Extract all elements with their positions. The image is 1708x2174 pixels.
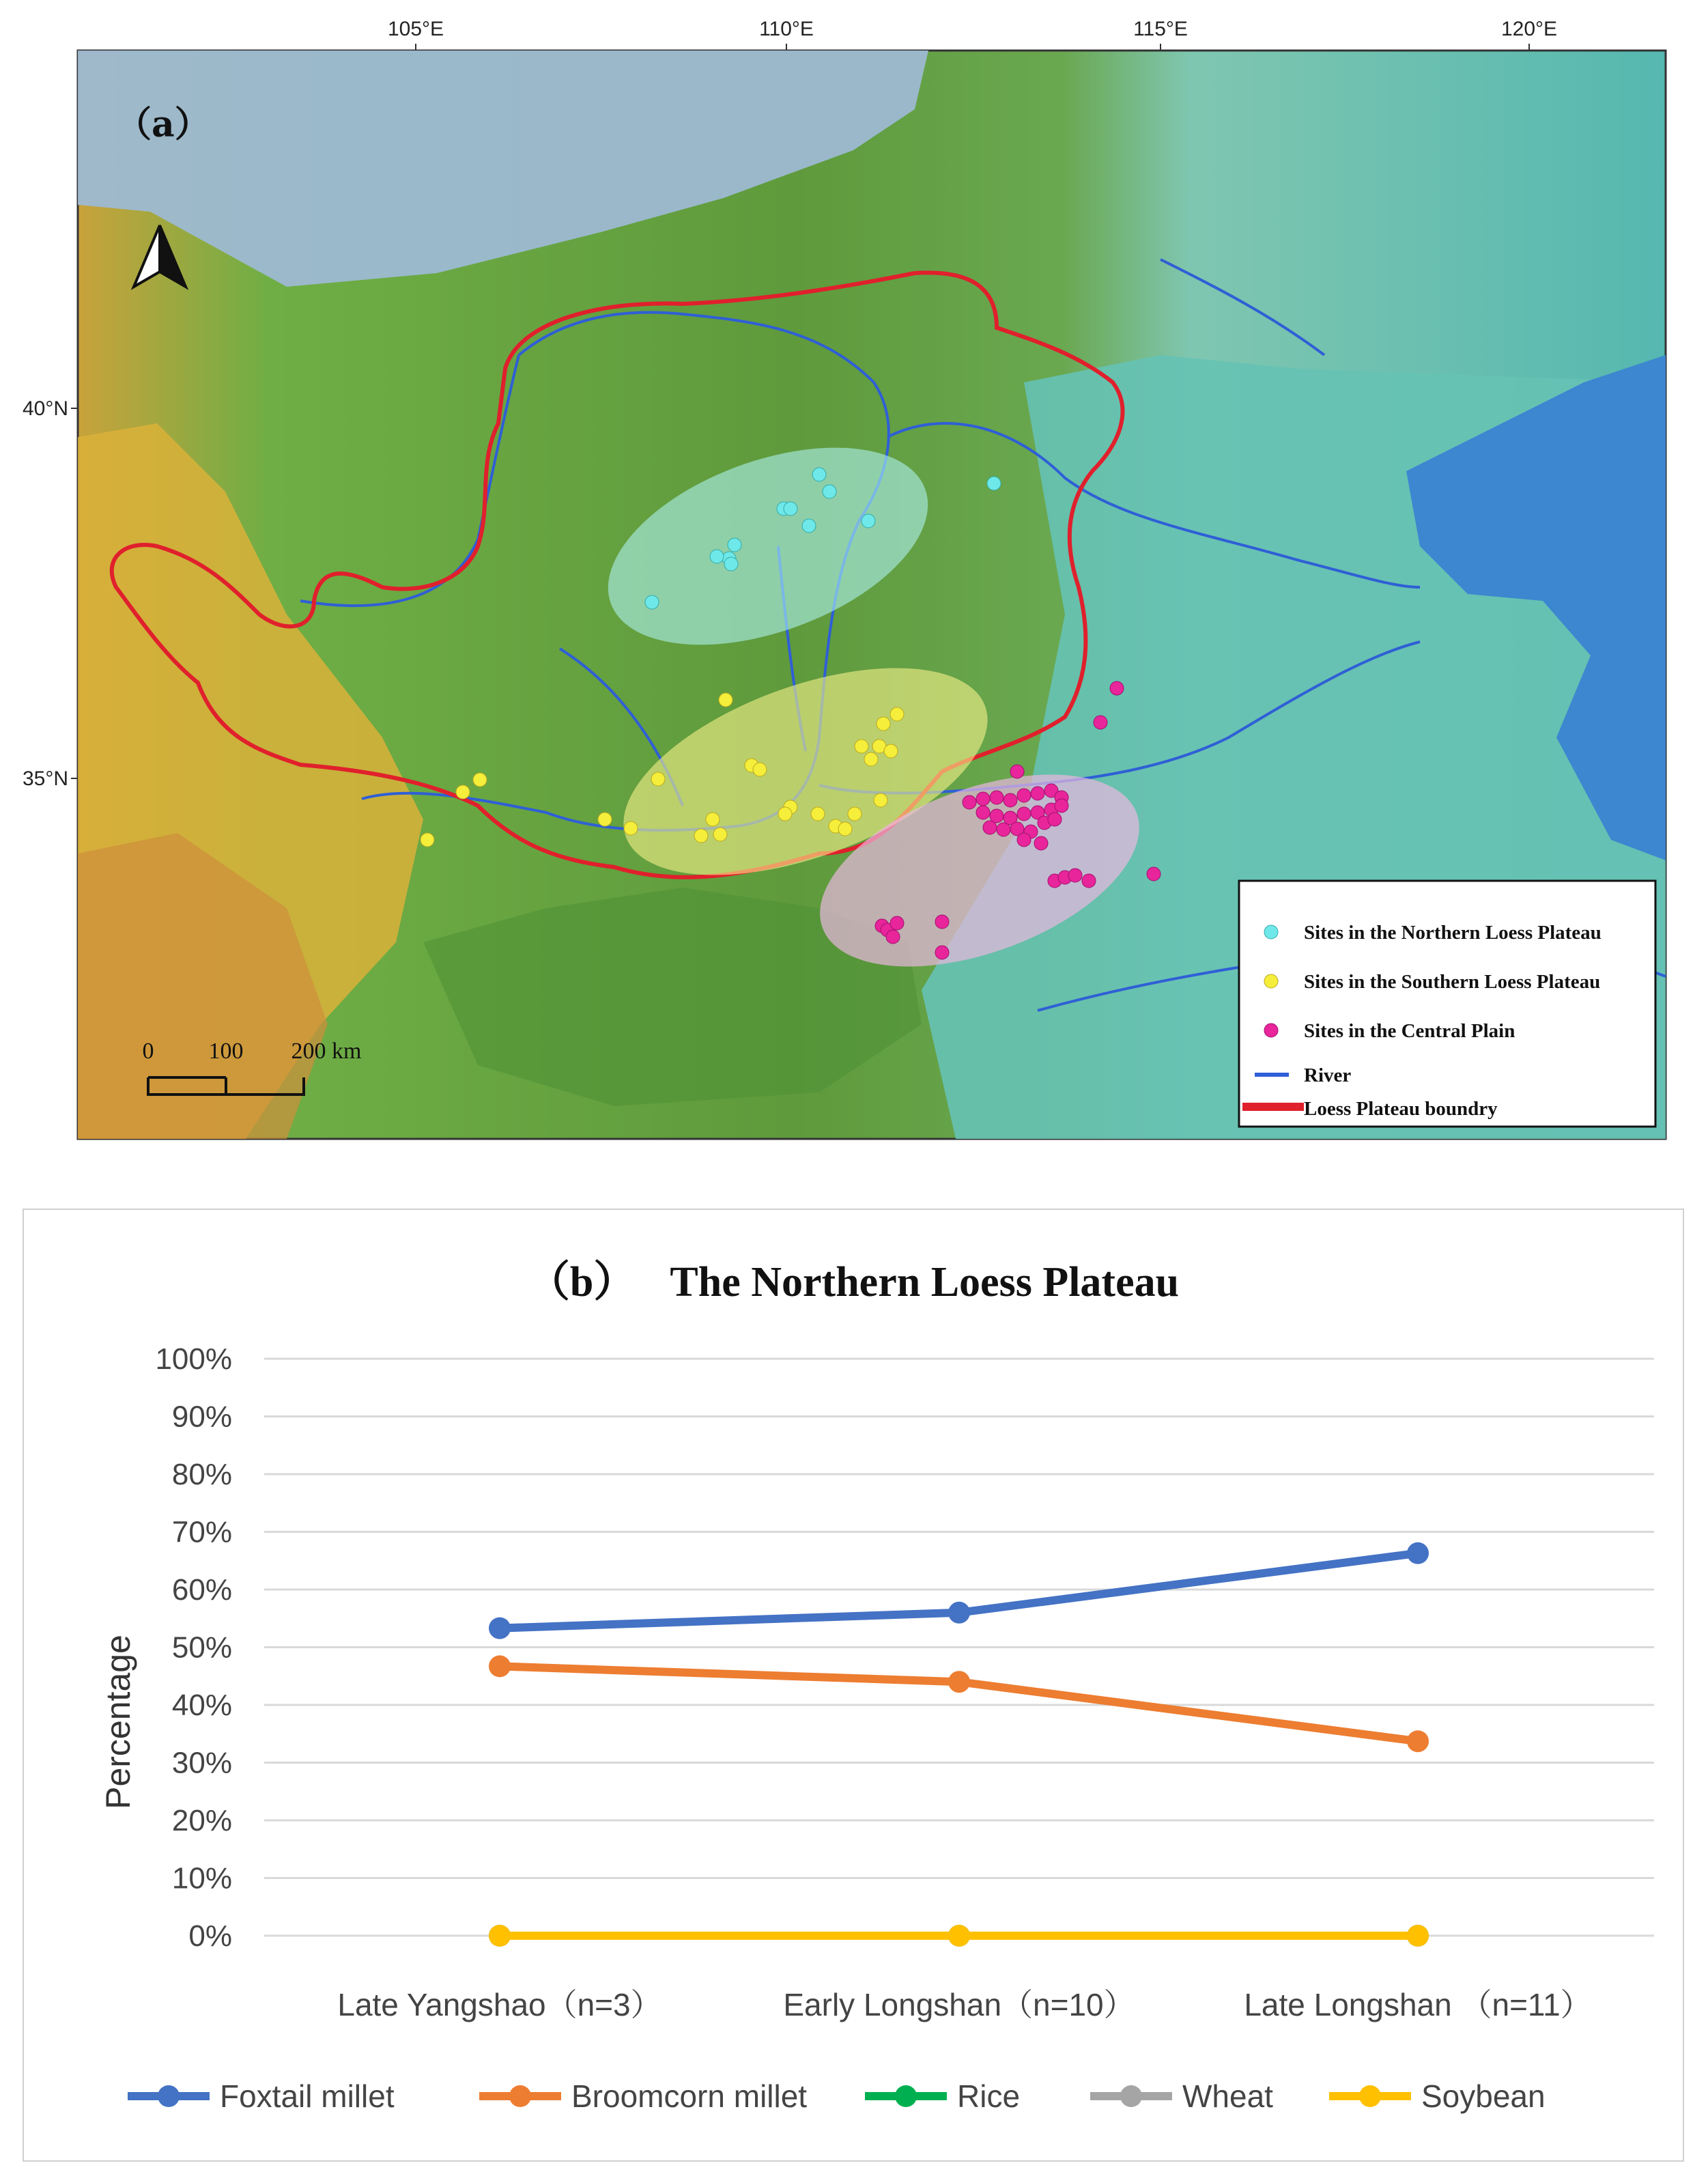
- y-tick-label: 100%: [155, 1342, 232, 1376]
- chart-panel: [23, 1209, 1684, 2162]
- x-category-label: Early Longshan（n=10）: [783, 1987, 1135, 2022]
- lon-tick-120: 120°E: [1500, 18, 1558, 40]
- legend-item: [1090, 2078, 1273, 2114]
- chart-legend: [128, 2078, 1546, 2114]
- legend-swatch-marker: [1359, 2085, 1381, 2107]
- legend-southern-sites: Sites in the Southern Loess Plateau: [1304, 971, 1601, 993]
- x-category-label: Late Longshan （n=11）: [1244, 1987, 1592, 2022]
- y-tick-label: 90%: [171, 1400, 232, 1434]
- lon-tick-105: 105°E: [387, 18, 444, 40]
- legend-swatch-marker: [895, 2085, 917, 2107]
- lat-tick-40: 40°N: [22, 397, 68, 420]
- y-tick-label: 50%: [171, 1630, 232, 1665]
- legend-label: Soybean: [1421, 2078, 1546, 2114]
- y-tick-label: 10%: [171, 1861, 232, 1895]
- legend-label: Foxtail millet: [220, 2078, 395, 2114]
- legend-northern-sites: Sites in the Northern Loess Plateau: [1304, 922, 1602, 944]
- legend-boundary: Loess Plateau boundry: [1304, 1098, 1498, 1120]
- legend-central-sites: Sites in the Central Plain: [1304, 1020, 1515, 1042]
- data-point: [948, 1671, 970, 1693]
- y-tick-label: 60%: [171, 1573, 232, 1607]
- chart-panel-label: （b）: [527, 1259, 636, 1305]
- series-foxtail-millet: [489, 1542, 1429, 1639]
- legend-item: [1329, 2078, 1546, 2114]
- map-legend: [1239, 881, 1655, 1127]
- data-point: [1407, 1730, 1429, 1752]
- lon-tick-115: 115°E: [1133, 18, 1188, 40]
- data-point: [948, 1925, 970, 1947]
- data-point: [1407, 1542, 1429, 1564]
- scale-label-200: 200 km: [291, 1039, 362, 1064]
- y-tick-label: 20%: [171, 1804, 232, 1837]
- data-point: [948, 1602, 970, 1624]
- map-panel-label: （a）: [116, 104, 210, 145]
- legend-river: River: [1304, 1064, 1352, 1086]
- legend-swatch-marker: [509, 2085, 531, 2107]
- y-tick-labels: [155, 1342, 232, 1953]
- legend-label: Broomcorn millet: [571, 2078, 808, 2114]
- y-tick-label: 30%: [171, 1746, 232, 1780]
- x-category-label: Late Yangshao（n=3）: [337, 1987, 662, 2022]
- data-point: [489, 1655, 511, 1677]
- legend-item: [128, 2078, 395, 2114]
- scale-label-0: 0: [142, 1039, 154, 1064]
- x-category-labels: [337, 1987, 1591, 2022]
- y-tick-label: 0%: [188, 1919, 232, 1953]
- y-tick-label: 40%: [171, 1689, 232, 1722]
- line-chart: [24, 1210, 1683, 2160]
- data-point: [489, 1618, 511, 1639]
- legend-swatch-marker: [1120, 2085, 1142, 2107]
- chart-title-text: The Northern Loess Plateau: [670, 1259, 1180, 1305]
- chart-title: [24, 1247, 1683, 1308]
- series-lines: [489, 1542, 1429, 1947]
- data-point: [489, 1925, 511, 1947]
- y-tick-label: 80%: [171, 1458, 232, 1491]
- legend-label: Rice: [957, 2078, 1021, 2114]
- y-tick-label: 70%: [171, 1515, 232, 1549]
- scale-label-100: 100: [208, 1039, 244, 1064]
- data-point: [1407, 1925, 1429, 1947]
- lat-tick-35: 35°N: [22, 767, 68, 790]
- series-soybean: [489, 1925, 1429, 1947]
- y-axis-label: Percentage: [99, 1635, 137, 1809]
- series-broomcorn-millet: [489, 1655, 1429, 1752]
- legend-item: [865, 2078, 1020, 2114]
- lon-tick-110: 110°E: [759, 18, 814, 40]
- legend-item: [479, 2078, 807, 2114]
- legend-swatch-marker: [158, 2085, 180, 2107]
- grid-lines: [264, 1359, 1654, 1936]
- legend-label: Wheat: [1182, 2078, 1273, 2114]
